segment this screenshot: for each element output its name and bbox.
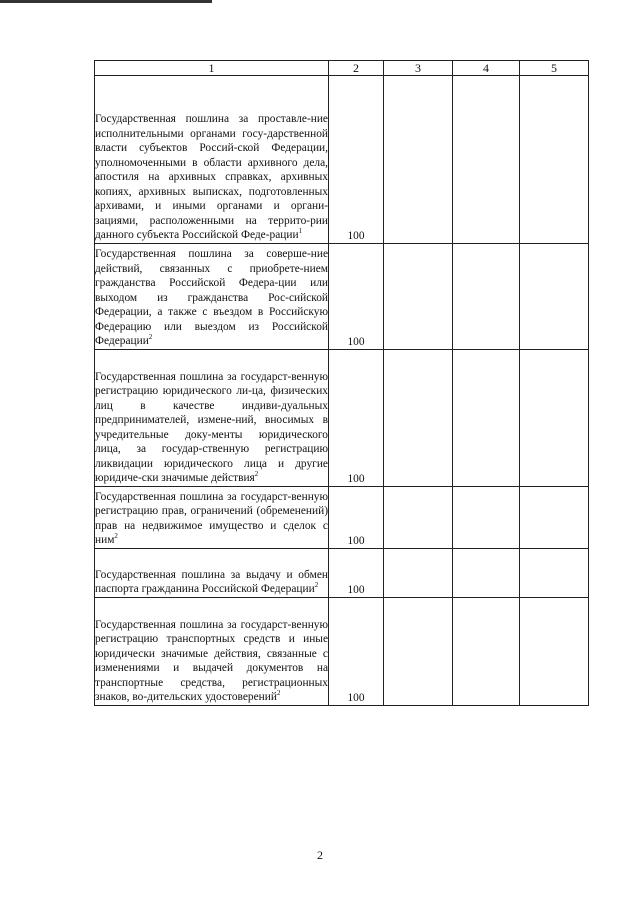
fee-amount: 100: [329, 76, 384, 244]
column-header: 4: [453, 61, 520, 76]
empty-cell: [384, 244, 453, 350]
fee-amount: 100: [329, 598, 384, 706]
empty-cell: [520, 244, 589, 350]
empty-cell: [384, 598, 453, 706]
fee-table: [94, 60, 589, 706]
empty-cell: [384, 350, 453, 487]
table-header-row: [95, 61, 589, 76]
header-rule: [0, 0, 212, 3]
empty-cell: [520, 598, 589, 706]
footnote-marker: 2: [314, 581, 319, 590]
table-row: [95, 487, 589, 549]
table-row: [95, 598, 589, 706]
table-row: [95, 244, 589, 350]
column-header: 5: [520, 61, 589, 76]
row-description: [95, 76, 329, 244]
footnote-marker: 2: [114, 532, 118, 541]
empty-cell: [520, 76, 589, 244]
empty-cell: [453, 350, 520, 487]
description-text: Государственная пошлина за выдачу и обмен паспорта гражданина Российской Федерации: [95, 568, 328, 596]
empty-cell: [520, 487, 589, 549]
empty-cell: [520, 549, 589, 598]
empty-cell: [453, 76, 520, 244]
column-header: 1: [95, 61, 329, 76]
footnote-marker: 2: [254, 470, 259, 479]
row-description: [95, 549, 329, 598]
fee-amount: 100: [329, 487, 384, 549]
row-description: [95, 244, 329, 350]
footnote-marker: 2: [276, 689, 281, 698]
fee-amount: 100: [329, 244, 384, 350]
fee-amount: 100: [329, 549, 384, 598]
row-description: [95, 350, 329, 487]
empty-cell: [520, 350, 589, 487]
page-number: 2: [317, 848, 323, 862]
description-text: Государственная пошлина за государст-венную регистрацию юридического ли-ца, физических лиц в качестве индиви-дуальных предпринимателей, измене-ний, вносимых в учредительные доку-менты юридического лица, за государ-ственную регистрацию ликвидации юридического лица и другие юридиче-ски значимые действия: [95, 370, 328, 485]
row-description: [95, 598, 329, 706]
empty-cell: [453, 549, 520, 598]
description-text: Государственная пошлина за проставле-ние исполнительными органами госу-дарственной власти субъектов Россий-ской Федерации, уполномоченными в области архивного дела, апостиля на архивных справках, архивных копиях, архивных выписках, подготовленных архивами, и иными органами и органи-зациями, расположенными на террито-рии данного субъекта Российской Феде-рации: [95, 113, 328, 242]
table-row: [95, 350, 589, 487]
footnote-marker: 2: [148, 333, 153, 342]
row-description: [95, 487, 329, 549]
empty-cell: [384, 549, 453, 598]
empty-cell: [453, 598, 520, 706]
empty-cell: [384, 76, 453, 244]
table-row: [95, 549, 589, 598]
fee-amount: 100: [329, 350, 384, 487]
description-text: Государственная пошлина за государст-венную регистрацию прав, ограничений (обременений) прав на недвижимое имущество и сделок с ним: [95, 490, 328, 547]
table-row: [95, 76, 589, 244]
empty-cell: [453, 487, 520, 549]
description-text: Государственная пошлина за соверше-ние действий, связанных с приобрете-нием гражданства Российской Федера-ции или выходом из гражданства Рос-сийской Федерации, а также с въездом в Российскую Федерацию или выездом из Российской Федерации: [95, 248, 328, 348]
empty-cell: [384, 487, 453, 549]
empty-cell: [453, 244, 520, 350]
column-header: 3: [384, 61, 453, 76]
description-text: Государственная пошлина за государст-венную регистрацию транспортных средств и иные юридически значимые действия, связанные с изменениями и выдачей документов на транспортные средства, регистрационных знаков, во-дительских удостоверений: [95, 618, 328, 704]
footnote-marker: 1: [298, 227, 303, 236]
column-header: 2: [329, 61, 384, 76]
